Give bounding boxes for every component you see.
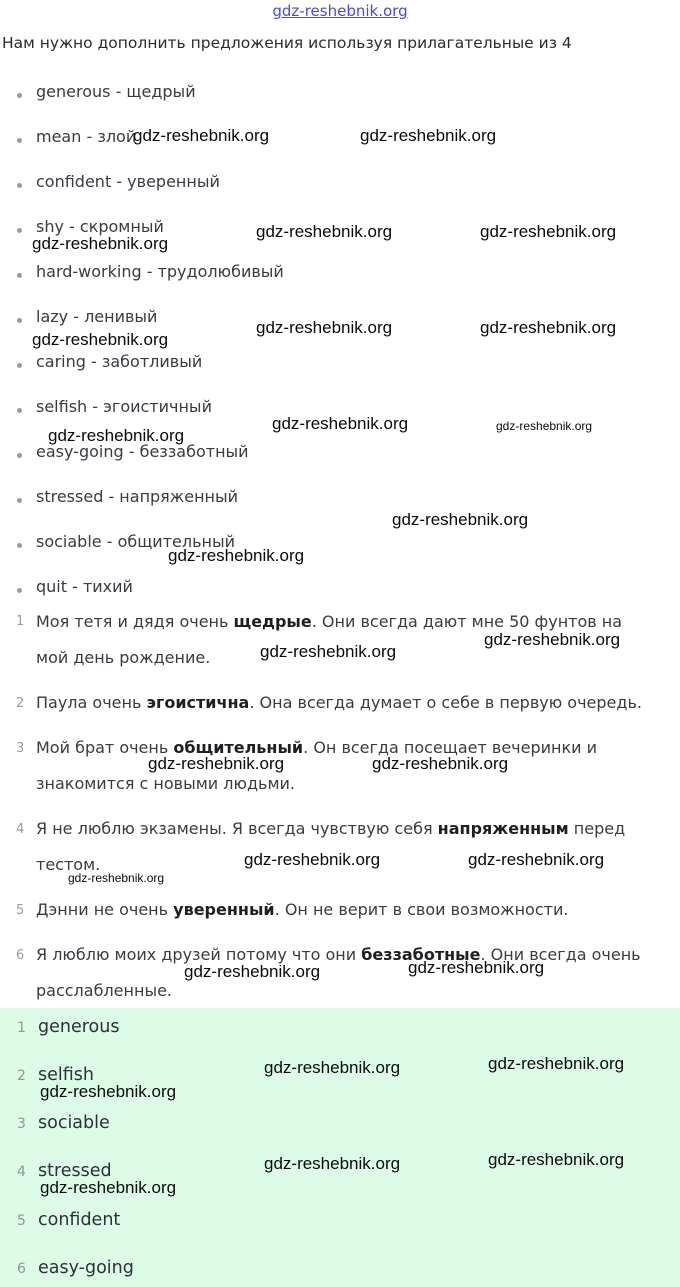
watermark-text: gdz-reshebnik.org xyxy=(48,426,185,445)
answer-word: generous xyxy=(38,1017,120,1037)
sentence xyxy=(36,685,646,721)
list-item: stressed - напряженный xyxy=(36,487,239,506)
sentence xyxy=(36,892,646,928)
watermark-text: gdz-reshebnik.org xyxy=(468,850,605,869)
watermark-text: gdz-reshebnik.org xyxy=(133,126,270,145)
sentence-answer: напряженным xyxy=(437,819,569,838)
bullet-dot xyxy=(17,183,22,188)
sentence-text: . Они всегда очень расслабленные. xyxy=(36,945,641,1000)
watermark-text: gdz-reshebnik.org xyxy=(148,754,285,773)
list-item: sociable - общительный xyxy=(36,532,235,551)
bullet-dot xyxy=(17,273,22,278)
watermark-text: gdz-reshebnik.org xyxy=(408,958,545,977)
list-item: mean - злой xyxy=(36,127,137,146)
watermark-text: gdz-reshebnik.org xyxy=(488,1150,625,1169)
answer-word: confident xyxy=(38,1210,121,1230)
sentence-number: 1 xyxy=(16,614,25,629)
sentence-number: 3 xyxy=(16,741,25,756)
watermark-text: gdz-reshebnik.org xyxy=(32,330,169,349)
sentence-answer: эгоистична xyxy=(146,693,250,712)
sentence-text: Мой брат очень xyxy=(36,738,174,757)
list-item: lazy - ленивый xyxy=(36,307,158,326)
bullet-dot xyxy=(17,498,22,503)
watermark-text: gdz-reshebnik.org xyxy=(264,1058,401,1077)
answer-number: 5 xyxy=(17,1213,26,1229)
watermark-text: gdz-reshebnik.org xyxy=(184,962,321,981)
sentence-text: Дэнни не очень xyxy=(36,900,174,919)
sentence-number: 4 xyxy=(16,822,25,837)
list-item: hard-working - трудолюбивый xyxy=(36,262,284,281)
watermark-text: gdz-reshebnik.org xyxy=(256,318,393,337)
site-link[interactable]: gdz-reshebnik.org xyxy=(272,2,408,20)
watermark-text: gdz-reshebnik.org xyxy=(372,754,509,773)
sentence-text: . Они всегда дают мне 50 фунтов на мой день рождение. xyxy=(36,612,623,667)
answer-number: 1 xyxy=(17,1020,26,1036)
answer-word: selfish xyxy=(38,1065,94,1085)
sentence xyxy=(36,730,646,802)
watermark-text: gdz-reshebnik.org xyxy=(392,510,529,529)
bullet-dot xyxy=(17,363,22,368)
list-item: confident - уверенный xyxy=(36,172,220,191)
list-item: generous - щедрый xyxy=(36,82,196,101)
watermark-text: gdz-reshebnik.org xyxy=(244,850,381,869)
watermark-text: gdz-reshebnik.org xyxy=(360,126,497,145)
bullet-dot xyxy=(17,228,22,233)
watermark-text: gdz-reshebnik.org xyxy=(40,1082,177,1101)
list-item: easy-going - беззаботный xyxy=(36,442,249,461)
sentence xyxy=(36,937,646,1009)
list-item: caring - заботливый xyxy=(36,352,203,371)
list-item: selfish - эгоистичный xyxy=(36,397,212,416)
sentence-text: Я люблю моих друзей потому что они xyxy=(36,945,362,964)
sentence-text: перед тестом. xyxy=(36,819,626,874)
sentence-text: . Он всегда посещает вечеринки и знакомится с новыми людьми. xyxy=(36,738,598,793)
sentence-text: Паула очень xyxy=(36,693,147,712)
sentence-answer: общительный xyxy=(173,738,304,757)
list-item: shy - скромный xyxy=(36,217,164,236)
answer-word: easy-going xyxy=(38,1258,134,1278)
watermark-text: gdz-reshebnik.org xyxy=(260,642,397,661)
watermark-text: gdz-reshebnik.org xyxy=(272,414,409,433)
sentence-text: Я не люблю экзамены. Я всегда чувствую себя xyxy=(36,819,438,838)
watermark-text: gdz-reshebnik.org xyxy=(480,318,617,337)
sentence-number: 6 xyxy=(16,948,25,963)
answer-number: 4 xyxy=(17,1164,26,1180)
watermark-text: gdz-reshebnik.org xyxy=(68,871,165,885)
watermark-text: gdz-reshebnik.org xyxy=(40,1178,177,1197)
bullet-dot xyxy=(17,543,22,548)
sentence-text: . Он не верит в свои возможности. xyxy=(274,900,569,919)
answers-panel xyxy=(0,1008,680,1287)
task-intro: Нам нужно дополнить предложения используя прилагательные из 4 xyxy=(2,34,572,52)
watermark-text: gdz-reshebnik.org xyxy=(480,222,617,241)
sentence-text: Моя тетя и дядя очень xyxy=(36,612,234,631)
watermark-text: gdz-reshebnik.org xyxy=(496,419,593,433)
answer-word: stressed xyxy=(38,1161,112,1181)
sentence-answer: уверенный xyxy=(173,900,275,919)
watermark-text: gdz-reshebnik.org xyxy=(32,234,169,253)
watermark-text: gdz-reshebnik.org xyxy=(484,630,621,649)
sentence-answer: щедрые xyxy=(233,612,312,631)
list-item: quit - тихий xyxy=(36,577,133,596)
sentence-answer: беззаботные xyxy=(361,945,481,964)
sentence-number: 5 xyxy=(16,903,25,918)
answer-number: 6 xyxy=(17,1261,26,1277)
bullet-dot xyxy=(17,138,22,143)
watermark-text: gdz-reshebnik.org xyxy=(256,222,393,241)
watermark-text: gdz-reshebnik.org xyxy=(264,1154,401,1173)
bullet-dot xyxy=(17,453,22,458)
watermark-text: gdz-reshebnik.org xyxy=(488,1054,625,1073)
sentence-text: . Она всегда думает о себе в первую очередь. xyxy=(249,693,642,712)
watermark-text: gdz-reshebnik.org xyxy=(168,546,305,565)
bullet-dot xyxy=(17,93,22,98)
bullet-dot xyxy=(17,408,22,413)
answer-number: 3 xyxy=(17,1116,26,1132)
answer-number: 2 xyxy=(17,1068,26,1084)
bullet-dot xyxy=(17,588,22,593)
bullet-dot xyxy=(17,318,22,323)
answer-word: sociable xyxy=(38,1113,110,1133)
sentence-number: 2 xyxy=(16,696,25,711)
